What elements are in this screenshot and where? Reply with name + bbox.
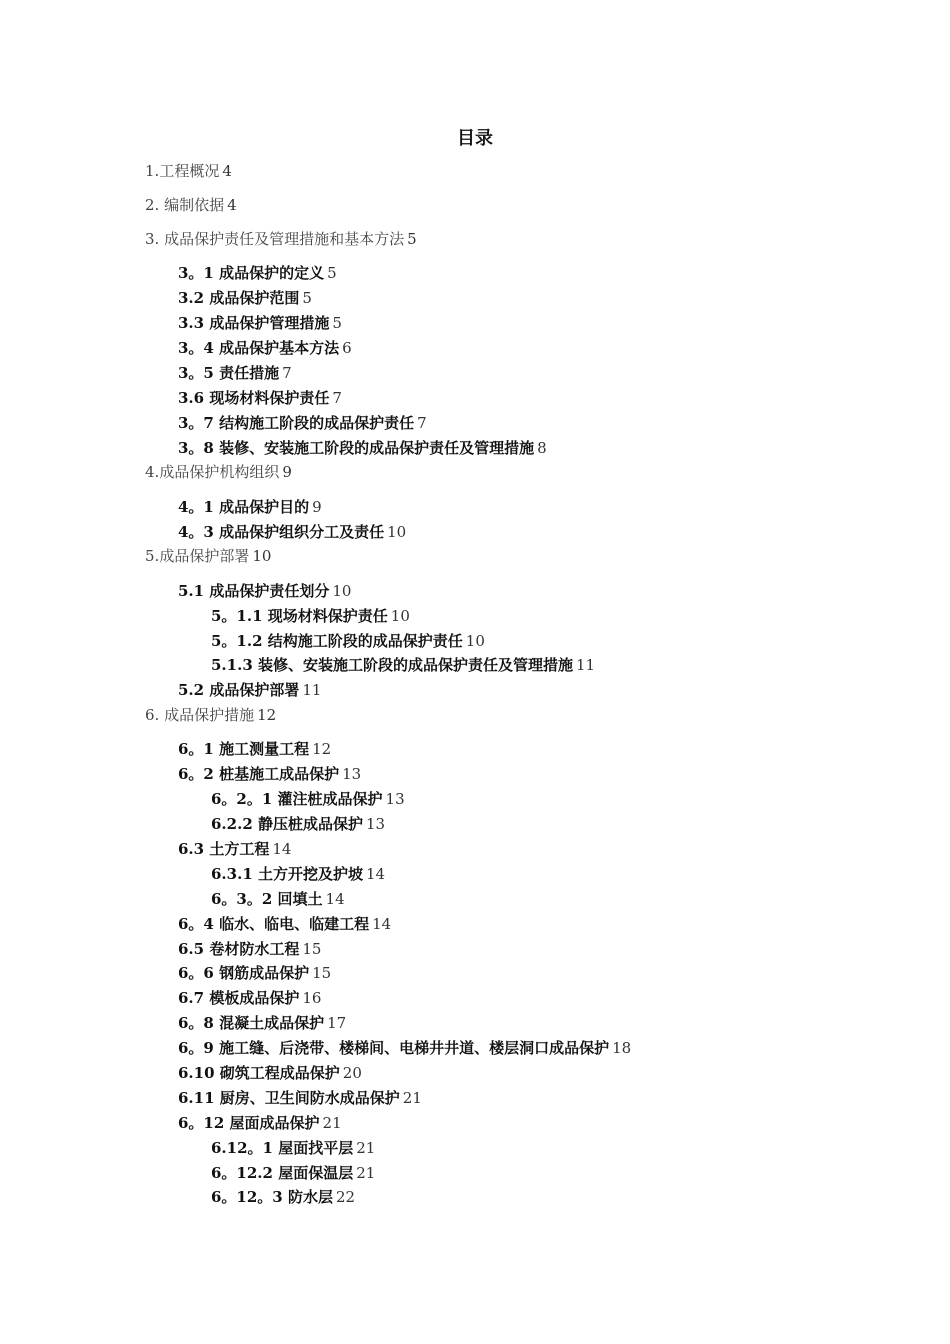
toc-entry[interactable] xyxy=(178,963,331,983)
toc-entry-number: 5。1.1 xyxy=(211,607,263,625)
toc-entry-text: 责任措施 xyxy=(213,364,280,382)
toc-entry-page: 4 xyxy=(222,162,232,180)
toc-entry-page: 17 xyxy=(327,1014,347,1032)
toc-entry[interactable] xyxy=(178,288,312,308)
toc-entry-number: 6.3 xyxy=(178,840,205,858)
toc-entry[interactable] xyxy=(178,263,337,283)
toc-entry-text: 厨房、卫生间防水成品保护 xyxy=(214,1089,400,1107)
toc-entry-page: 13 xyxy=(385,790,405,808)
toc-entry-number: 6。6 xyxy=(178,964,214,982)
toc-entry-text: 混凝土成品保护 xyxy=(213,1014,325,1032)
toc-entry-number: 6。12。3 xyxy=(211,1188,283,1206)
toc-entry-text: 屋面成品保护 xyxy=(224,1114,320,1132)
toc-entry[interactable] xyxy=(145,462,292,482)
toc-entry-number: 6.10 xyxy=(178,1064,215,1082)
toc-entry-number: 3。7 xyxy=(178,414,214,432)
toc-entry-number: 6。12 xyxy=(178,1114,225,1132)
toc-entry[interactable] xyxy=(211,1163,375,1183)
toc-entry-page: 13 xyxy=(342,765,362,783)
toc-entry[interactable] xyxy=(178,764,361,784)
toc-entry-page: 9 xyxy=(312,498,322,516)
toc-entry-number: 3。8 xyxy=(178,439,214,457)
toc-entry-text: 成品保护的定义 xyxy=(213,264,325,282)
toc-entry-number: 5。1.2 xyxy=(211,632,263,650)
toc-entry-page: 15 xyxy=(312,964,332,982)
toc-entry-page: 14 xyxy=(325,890,345,908)
toc-entry[interactable] xyxy=(145,705,276,725)
toc-entry-text: 成品保护范围 xyxy=(204,289,300,307)
toc-entry-number: 5.1 xyxy=(178,582,205,600)
toc-entry-page: 22 xyxy=(335,1188,356,1206)
toc-entry-number: 3。4 xyxy=(178,339,214,357)
toc-entry-number: 3。1 xyxy=(178,264,214,282)
toc-entry-page: 10 xyxy=(252,547,272,565)
toc-entry-page: 14 xyxy=(272,840,292,858)
toc-entry-page: 6 xyxy=(342,339,352,357)
toc-entry-text: 灌注桩成品保护 xyxy=(272,790,383,808)
toc-entry[interactable] xyxy=(145,161,232,181)
toc-entry[interactable] xyxy=(211,1138,375,1158)
toc-entry-text: 成品保护责任划分 xyxy=(204,582,330,600)
toc-entry-page: 10 xyxy=(390,607,410,625)
toc-entry-text: 砌筑工程成品保护 xyxy=(214,1064,340,1082)
toc-entry[interactable] xyxy=(178,313,342,333)
toc-entry-page: 10 xyxy=(465,632,485,650)
toc-entry[interactable] xyxy=(178,497,322,517)
toc-entry-text: 编制依据 xyxy=(159,196,225,214)
toc-entry-text: 回填土 xyxy=(272,890,323,908)
toc-entry[interactable] xyxy=(178,388,342,408)
toc-entry[interactable] xyxy=(178,413,427,433)
toc-entry-text: 土方工程 xyxy=(204,840,270,858)
toc-entry-text: 成品保护机构组织 xyxy=(159,463,280,481)
toc-entry-text: 成品保护部署 xyxy=(159,547,250,565)
toc-entry[interactable] xyxy=(178,581,351,601)
toc-entry-number: 6。12.2 xyxy=(211,1164,273,1182)
toc-entry-text: 模板成品保护 xyxy=(204,989,300,1007)
toc-entry-page: 5 xyxy=(332,314,342,332)
toc-entry-page: 13 xyxy=(366,815,386,833)
toc-entry-number: 6.5 xyxy=(178,940,205,958)
toc-entry-page: 7 xyxy=(417,414,427,432)
toc-entry[interactable] xyxy=(211,606,410,626)
toc-entry[interactable] xyxy=(211,864,385,884)
toc-entry-text: 钢筋成品保护 xyxy=(213,964,310,982)
toc-entry-page: 18 xyxy=(612,1039,632,1057)
toc-entry-page: 14 xyxy=(366,865,386,883)
toc-entry[interactable] xyxy=(211,655,595,675)
toc-entry-number: 6。2 xyxy=(178,765,214,783)
toc-entry-number: 6.11 xyxy=(178,1089,215,1107)
toc-entry-page: 10 xyxy=(332,582,352,600)
toc-entry[interactable] xyxy=(178,1013,346,1033)
toc-entry-number: 4。1 xyxy=(178,498,214,516)
toc-entry[interactable] xyxy=(178,739,331,759)
toc-entry-page: 7 xyxy=(332,389,342,407)
toc-entry[interactable] xyxy=(178,988,321,1008)
toc-entry-number: 6。9 xyxy=(178,1039,214,1057)
toc-entry-text: 成品保护措施 xyxy=(159,706,255,724)
toc-entry-text: 屋面保温层 xyxy=(272,1164,354,1182)
toc-entry-page: 21 xyxy=(356,1164,376,1182)
toc-entry-page: 5 xyxy=(327,264,337,282)
toc-entry[interactable] xyxy=(178,839,291,859)
toc-entry-number: 6.7 xyxy=(178,989,205,1007)
toc-entry-text: 装修、安装施工阶段的成品保护责任及管理措施 xyxy=(213,439,535,457)
toc-entry-page: 9 xyxy=(282,463,292,481)
toc-entry-text: 土方开挖及护坡 xyxy=(252,865,363,883)
toc-entry[interactable] xyxy=(178,338,352,358)
toc-entry-page: 5 xyxy=(302,289,312,307)
toc-entry[interactable] xyxy=(145,195,237,215)
toc-entry-text: 结构施工阶段的成品保护责任 xyxy=(213,414,415,432)
toc-entry[interactable] xyxy=(178,522,406,542)
toc-entry-text: 成品保护责任及管理措施和基本方法 xyxy=(159,230,405,248)
toc-entry-number: 3. xyxy=(145,230,160,248)
toc-entry-page: 12 xyxy=(312,740,332,758)
toc-entry[interactable] xyxy=(178,1113,342,1133)
toc-entry-text: 施工测量工程 xyxy=(213,740,310,758)
toc-entry-number: 6。3。2 xyxy=(211,890,273,908)
toc-entry-page: 11 xyxy=(302,681,322,699)
toc-entry[interactable] xyxy=(211,1187,355,1207)
toc-entry-number: 6。2。1 xyxy=(211,790,273,808)
toc-entry-number: 3.3 xyxy=(178,314,205,332)
toc-entry-number: 6。4 xyxy=(178,915,214,933)
toc-entry-page: 21 xyxy=(402,1089,422,1107)
toc-entry-number: 5.2 xyxy=(178,681,205,699)
toc-title: 目录 xyxy=(457,128,493,149)
toc-entry[interactable] xyxy=(145,229,417,249)
toc-entry-text: 成品保护目的 xyxy=(213,498,310,516)
toc-entry-page: 4 xyxy=(227,196,237,214)
toc-entry-number: 6。8 xyxy=(178,1014,214,1032)
toc-entry[interactable] xyxy=(178,1063,362,1083)
toc-entry-number: 5. xyxy=(145,547,160,565)
toc-entry-page: 21 xyxy=(356,1139,376,1157)
toc-entry-page: 14 xyxy=(372,915,392,933)
toc-entry-text: 防水层 xyxy=(282,1188,333,1206)
toc-entry-page: 10 xyxy=(387,523,407,541)
toc-entry-text: 临水、临电、临建工程 xyxy=(213,915,370,933)
toc-entry[interactable] xyxy=(211,814,385,834)
toc-entry-text: 施工缝、后浇带、楼梯间、电梯井井道、楼层洞口成品保护 xyxy=(213,1039,610,1057)
toc-entry-page: 12 xyxy=(257,706,277,724)
toc-entry-text: 成品保护管理措施 xyxy=(204,314,330,332)
toc-entry[interactable] xyxy=(178,914,391,934)
toc-entry-page: 7 xyxy=(282,364,292,382)
toc-entry-text: 成品保护部署 xyxy=(204,681,300,699)
toc-entry-number: 5.1.3 xyxy=(211,656,253,674)
toc-entry-text: 静压桩成品保护 xyxy=(252,815,363,833)
toc-entry[interactable] xyxy=(211,789,405,809)
toc-entry-page: 15 xyxy=(302,940,322,958)
toc-entry-text: 现场材料保护责任 xyxy=(204,389,330,407)
toc-entry[interactable] xyxy=(178,939,321,959)
toc-entry[interactable] xyxy=(211,631,485,651)
toc-entry[interactable] xyxy=(145,546,271,566)
toc-entry-number: 6。1 xyxy=(178,740,214,758)
toc-entry-text: 成品保护基本方法 xyxy=(213,339,340,357)
toc-entry-number: 6.12。1 xyxy=(211,1139,273,1157)
toc-entry-text: 卷材防水工程 xyxy=(204,940,300,958)
toc-entry-page: 21 xyxy=(322,1114,342,1132)
toc-entry-page: 20 xyxy=(342,1064,362,1082)
toc-entry[interactable] xyxy=(178,1038,631,1058)
toc-entry-page: 5 xyxy=(407,230,417,248)
toc-entry[interactable] xyxy=(178,363,292,383)
toc-entry-number: 1. xyxy=(145,162,160,180)
toc-entry-number: 6.3.1 xyxy=(211,865,253,883)
toc-entry-text: 装修、安装施工阶段的成品保护责任及管理措施 xyxy=(252,656,573,674)
toc-entry-page: 11 xyxy=(576,656,596,674)
toc-entry-page: 8 xyxy=(537,439,547,457)
toc-entry-text: 屋面找平层 xyxy=(272,1139,354,1157)
toc-entry-number: 6. xyxy=(145,706,160,724)
toc-entry-number: 4。3 xyxy=(178,523,214,541)
toc-entry-number: 6.2.2 xyxy=(211,815,253,833)
toc-entry-text: 工程概况 xyxy=(159,162,220,180)
toc-entry-number: 4. xyxy=(145,463,160,481)
toc-entry[interactable] xyxy=(178,438,547,458)
toc-entry-text: 结构施工阶段的成品保护责任 xyxy=(262,632,463,650)
toc-entry[interactable] xyxy=(178,680,321,700)
toc-entry-number: 3。5 xyxy=(178,364,214,382)
toc-entry-text: 现场材料保护责任 xyxy=(262,607,388,625)
toc-entry-number: 2. xyxy=(145,196,160,214)
toc-entry[interactable] xyxy=(178,1088,422,1108)
toc-entry-number: 3.6 xyxy=(178,389,205,407)
toc-entry-text: 桩基施工成品保护 xyxy=(213,765,340,783)
toc-entry-text: 成品保护组织分工及责任 xyxy=(213,523,385,541)
toc-entry[interactable] xyxy=(211,889,345,909)
toc-entry-number: 3.2 xyxy=(178,289,205,307)
toc-entry-page: 16 xyxy=(302,989,322,1007)
